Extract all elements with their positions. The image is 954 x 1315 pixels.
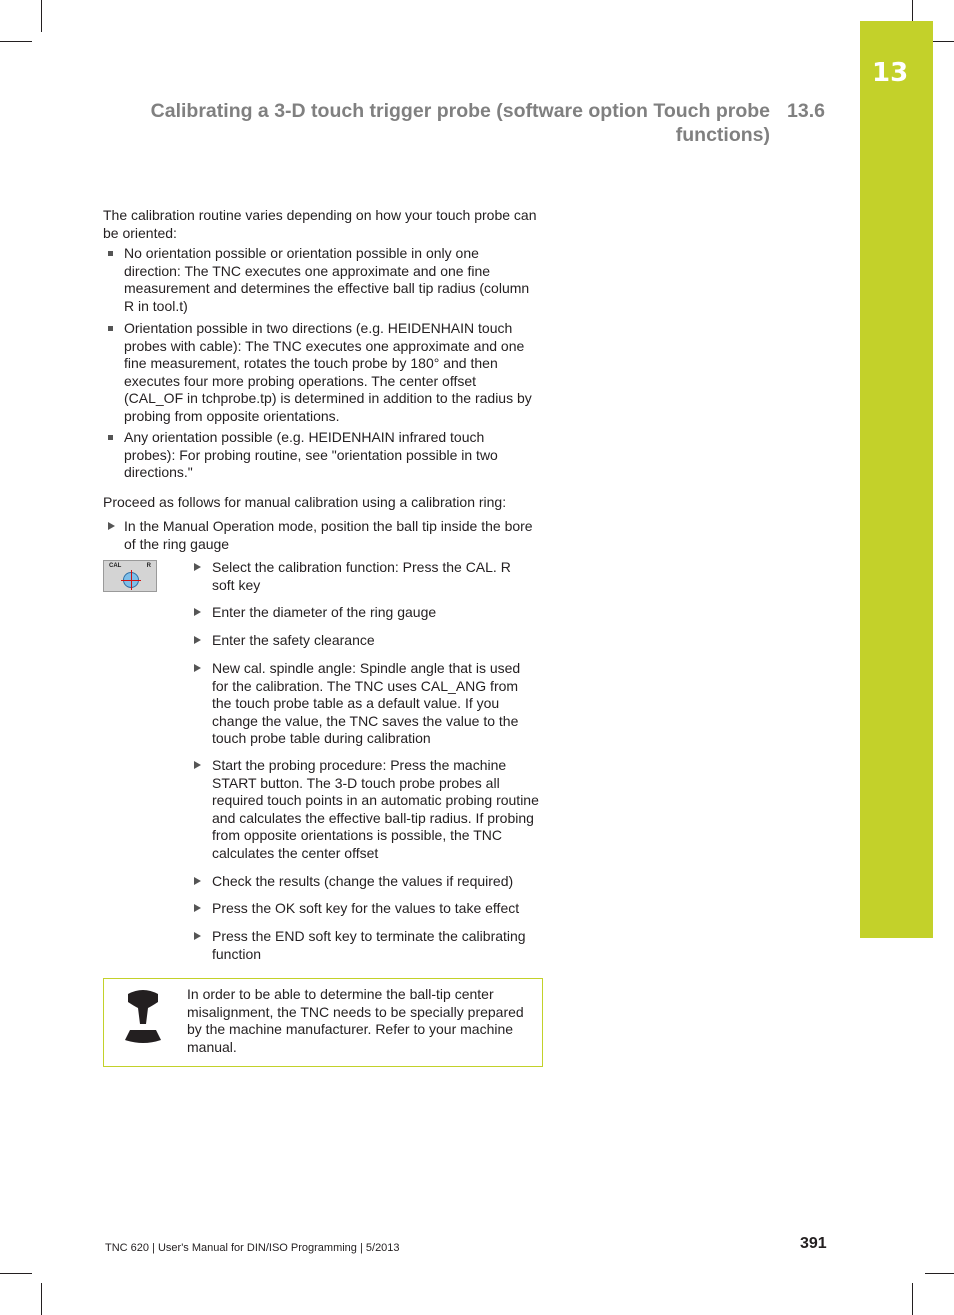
note-text: In order to be able to determine the ball-tip center misalignment, the TNC needs to be specially prepared by the machine manufacturer. Refer to your machine manual. — [187, 986, 524, 1055]
arrow-bullet-icon — [194, 932, 201, 940]
page-title-line-1: Calibrating a 3-D touch trigger probe (software option Touch probe — [150, 100, 770, 122]
step-item: Press the OK soft key for the values to take effect — [212, 900, 520, 916]
proceed-paragraph: Proceed as follows for manual calibration using a calibration ring: — [103, 494, 507, 510]
arrow-bullet-icon — [108, 522, 115, 530]
page-title-line-2: functions) — [675, 124, 770, 146]
step-item: Enter the diameter of the ring gauge — [212, 604, 437, 620]
crop-mark — [0, 1273, 32, 1274]
page-title — [110, 99, 770, 147]
crosshair-vertical — [131, 570, 132, 590]
arrow-bullet-icon — [194, 563, 201, 571]
step-item: Select the calibration function: Press the CAL. R soft key — [212, 559, 511, 593]
crop-mark — [41, 1283, 42, 1315]
square-bullet-icon — [108, 435, 113, 440]
step-item: New cal. spindle angle: Spindle angle that is used for the calibration. The TNC uses CAL_ANG from the touch probe table as a default value. If you change the value, the TNC saves the value to the touch probe table during calibration — [212, 660, 521, 747]
softkey-label-left: CAL — [109, 563, 122, 569]
square-bullet-icon — [108, 251, 113, 256]
step-item: Start the probing procedure: Press the machine START button. The 3-D touch probe probes all required touch points in an automatic probing routine and calculates the effective ball-tip radius. If probing from opposite orientations is possible, the TNC calculates the center offset — [212, 757, 539, 861]
list-item: No orientation possible or orientation possible in only one direction: The TNC executes one approximate and one fine measurement and determines the effective ball tip radius (column R in tool.t) — [124, 245, 530, 314]
list-item: Orientation possible in two directions (e.g. HEIDENHAIN touch probes with cable): The TNC executes one approximate and one fine measurement, rotates the touch probe by 180° and then executes four more probing operations. The center offset (CAL_OF in tchprobe.tp) is determined in addition to the radius by probing from opposite orientations. — [124, 320, 532, 424]
crop-mark — [912, 1283, 913, 1315]
arrow-bullet-icon — [194, 904, 201, 912]
cal-r-softkey[interactable] — [103, 560, 157, 592]
list-item: Any orientation possible (e.g. HEIDENHAIN infrared touch probes): For probing routine, see "orientation possible in two directions." — [124, 429, 498, 481]
crop-mark — [41, 0, 42, 32]
step-item: Enter the safety clearance — [212, 632, 375, 648]
arrow-bullet-icon — [194, 877, 201, 885]
step-position: In the Manual Operation mode, position the ball tip inside the bore of the ring gauge — [124, 518, 533, 552]
step-item: Check the results (change the values if required) — [212, 873, 514, 889]
intro-paragraph: The calibration routine varies depending on how your touch probe can be oriented: — [103, 207, 537, 241]
step-item: Press the END soft key to terminate the calibrating function — [212, 928, 526, 962]
chapter-tab — [860, 21, 933, 938]
crop-mark — [912, 0, 913, 22]
page-number: 391 — [800, 1235, 827, 1252]
chapter-number: 13 — [872, 58, 909, 88]
footer-text: TNC 620 | User's Manual for DIN/ISO Programming | 5/2013 — [105, 1242, 400, 1254]
arrow-bullet-icon — [194, 608, 201, 616]
arrow-bullet-icon — [194, 636, 201, 644]
crop-mark — [925, 1273, 954, 1274]
machine-manufacturer-icon — [122, 988, 164, 1044]
softkey-label-right: R — [146, 563, 151, 569]
arrow-bullet-icon — [194, 761, 201, 769]
arrow-bullet-icon — [194, 664, 201, 672]
square-bullet-icon — [108, 326, 113, 331]
crop-mark — [0, 41, 32, 42]
section-number: 13.6 — [787, 100, 825, 122]
